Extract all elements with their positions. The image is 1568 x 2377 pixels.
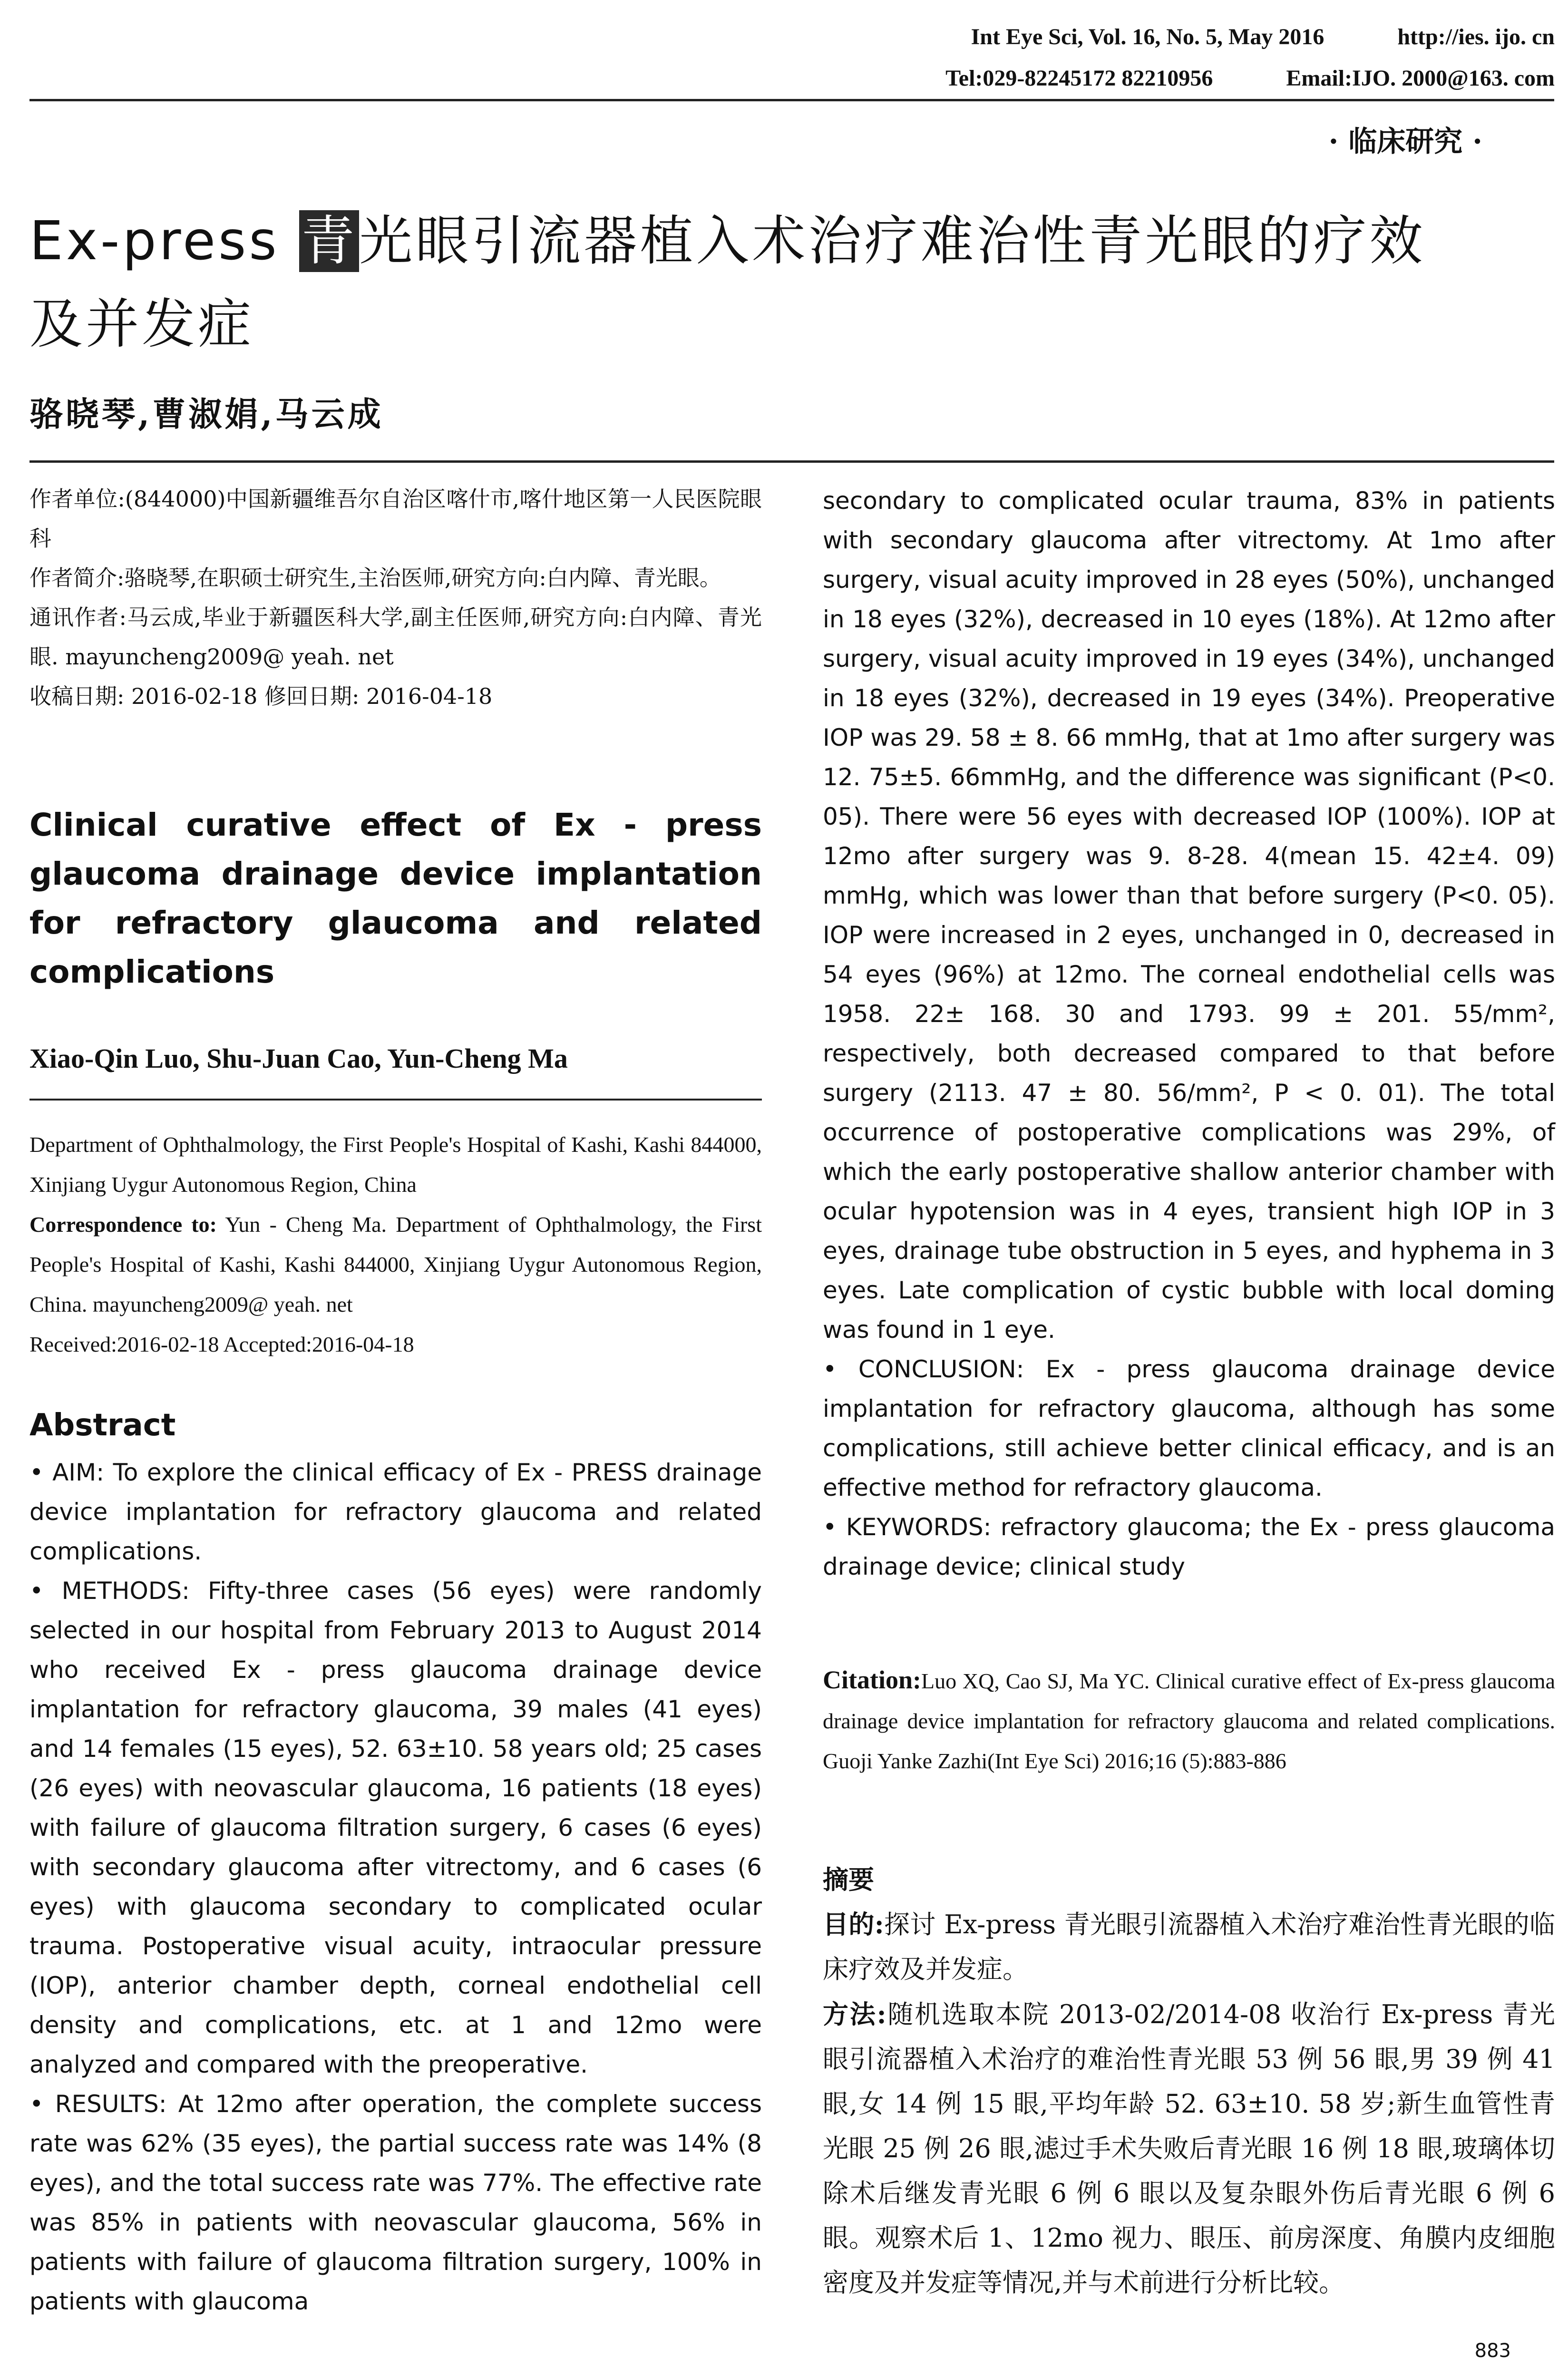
chinese-aim <box>823 1902 1555 1992</box>
affiliation-block <box>29 1125 762 1364</box>
section-label: · 临床研究 · <box>1328 125 1482 158</box>
chinese-abstract-heading: 摘要 <box>823 1864 874 1895</box>
journal-info: Int Eye Sci, Vol. 16, No. 5, May 2016 <box>971 24 1325 49</box>
journal-url[interactable]: http://ies. ijo. cn <box>1397 24 1555 49</box>
corresponding-author: 通讯作者:马云成,毕业于新疆医科大学,副主任医师,研究方向:白内障、青光眼. mayuncheng2009@ yeah. net <box>29 604 762 670</box>
chinese-methods <box>823 1992 1555 2305</box>
abstract-aim: • AIM: To explore the clinical efficacy of Ex - PRESS drainage device implantation for refractory glaucoma and related complications. <box>29 1459 762 1565</box>
abstract-results-part1: • RESULTS: At 12mo after operation, the complete success rate was 62% (35 eyes), the partial success rate was 14% (8 eyes), and the total success rate was 77%. The effective rate was 85% in patients with neovascular glaucoma, 56% in patients with failure of glaucoma filtration surgery, 100% in patients with glaucoma <box>29 2090 762 2315</box>
affil-rule <box>29 1099 762 1101</box>
abstract-results-part2: secondary to complicated ocular trauma, 83% in patients with secondary glaucoma after vitrectomy. At 1mo after surgery, visual acuity improved in 28 eyes (50%), unchanged in 18 eyes (32%), decreased in 10 eyes (18%). At 12mo after surgery, visual acuity improved in 19 eyes (34%), unchanged in 18 eyes (32%), decreased in 19 eyes (34%). Preoperative IOP was 29. 58 ± 8. 66 mmHg, that at 1mo after surgery was 12. 75±5. 66mmHg, and the difference was significant (P<0. 05). There were 56 eyes with decreased IOP (100%). IOP at 12mo after surgery was 9. 8-28. 4(mean 15. 42±4. 09) mmHg, which was lower than that before surgery (P<0. 05). IOP were increased in 2 eyes, unchanged in 0, decreased in 54 eyes (96%) at 12mo. The corneal endothelial cells was 1958. 22± 168. 30 and 1793. 99 ± 201. 55/mm², respectively, both decreased compared to that before surgery (2113. 47 ± 80. 56/mm², P < 0. 01). The total occurrence of postoperative complications was 29%, of which the early postoperative shallow anterior chamber with ocular hypotension was in 4 eyes, transient high IOP in 3 eyes, drainage tube obstruction in 5 eyes, and hyphema in 3 eyes. Late complication of cystic bubble with local doming was found in 1 eye. <box>823 487 1555 1344</box>
abstract-right-body <box>823 481 1555 1587</box>
correspondence-label: Correspondence to: <box>29 1212 217 1237</box>
title-highlighted-char: 青 <box>299 210 359 272</box>
citation-block <box>823 1660 1555 1781</box>
english-title: Clinical curative effect of Ex - press glaucoma drainage device implantation for refractory glaucoma and related complications <box>29 807 762 990</box>
abstract-heading: Abstract <box>29 1408 176 1443</box>
abstract-left-body <box>29 1453 762 2321</box>
title-line2: 及并发症 <box>29 293 254 355</box>
author-intro: 作者简介:骆晓琴,在职硕士研究生,主治医师,研究方向:白内障、青光眼。 <box>29 565 721 591</box>
authors-chinese: 骆晓琴,曹淑娟,马云成 <box>29 394 384 434</box>
authors-rule <box>29 460 1554 463</box>
page-number: 883 <box>1474 2340 1511 2362</box>
correspondence <box>29 1205 762 1325</box>
chinese-abstract <box>823 1857 1555 2305</box>
abstract-keywords: • KEYWORDS: refractory glaucoma; the Ex - press glaucoma drainage device; clinical study <box>823 1513 1555 1580</box>
department: Department of Ophthalmology, the First People's Hospital of Kashi, Kashi 844000, Xinjiang Uygur Autonomous Region, China <box>29 1132 762 1197</box>
chinese-methods-text: 随机选取本院 2013-02/2014-08 收治行 Ex-press 青光眼引流器植入术治疗的难治性青光眼 53 例 56 眼,男 39 例 41 眼,女 14 例 15 眼,平均年龄 52. 63±10. 58 岁;新生血管性青光眼 25 例 26 眼,滤过手术失败后青光眼 16 例 18 眼,玻璃体切除术后继发青光眼 6 例 6 眼以及复杂眼外伤后青光眼 6 例 6 眼。观察术后 1、12mo 视力、眼压、前房深度、角膜内皮细胞密度及并发症等情况,并与术前进行分析比较。 <box>823 1999 1555 2298</box>
journal-header-line1 <box>971 23 1555 51</box>
journal-email[interactable]: Email:IJO. 2000@163. com <box>1286 66 1555 91</box>
author-unit: 作者单位:(844000)中国新疆维吾尔自治区喀什市,喀什地区第一人民医院眼科 <box>29 486 762 551</box>
received-dates-cn: 收稿日期: 2016-02-18 修回日期: 2016-04-18 <box>29 683 493 709</box>
english-authors: Xiao-Qin Luo, Shu-Juan Cao, Yun-Cheng Ma <box>29 1043 568 1074</box>
chinese-aim-label: 目的: <box>823 1909 884 1939</box>
citation-text: Luo XQ, Cao SJ, Ma YC. Clinical curative effect of Ex-press glaucoma drainage device implantation for refractory glaucoma and related complications. Guoji Yanke Zazhi(Int Eye Sci) 2016;16 (5):883-886 <box>823 1669 1555 1773</box>
received-accepted: Received:2016-02-18 Accepted:2016-04-18 <box>29 1332 414 1356</box>
header-rule <box>29 99 1554 101</box>
abstract-methods: • METHODS: Fifty-three cases (56 eyes) were randomly selected in our hospital from February 2013 to August 2014 who received Ex - press glaucoma drainage device implantation for refractory glaucoma, 39 males (41 eyes) and 14 females (15 eyes), 52. 63±10. 58 years old; 25 cases (26 eyes) with neovascular glaucoma, 16 patients (18 eyes) with failure of glaucoma filtration surgery, 6 cases (6 eyes) with secondary glaucoma after vitrectomy, and 6 cases (6 eyes) with glaucoma secondary to complicated ocular trauma. Postoperative visual acuity, intraocular pressure (IOP), anterior chamber depth, corneal endothelial cell density and complications, etc. at 1 and 12mo were analyzed and compared with the preoperative. <box>29 1577 762 2078</box>
title-line1-rest: 光眼引流器植入术治疗难治性青光眼的疗效 <box>359 210 1426 272</box>
correspondence-text: Yun - Cheng Ma. Department of Ophthalmology, the First People's Hospital of Kashi, Kashi 844000, Xinjiang Uygur Autonomous Region, China. mayuncheng2009@ yeah. net <box>29 1212 762 1316</box>
abstract-conclusion: • CONCLUSION: Ex - press glaucoma drainage device implantation for refractory glaucoma, although has some complications, still achieve better clinical efficacy, and is an effective method for refractory glaucoma. <box>823 1355 1555 1501</box>
journal-tel: Tel:029-82245172 82210956 <box>945 66 1213 91</box>
article-title <box>29 200 1561 366</box>
title-prefix: Ex-press <box>29 210 300 272</box>
citation-label: Citation: <box>823 1666 921 1694</box>
chinese-aim-text: 探讨 Ex-press 青光眼引流器植入术治疗难治性青光眼的临床疗效及并发症。 <box>823 1909 1555 1984</box>
chinese-methods-label: 方法: <box>823 1999 886 2029</box>
journal-header-line2 <box>945 64 1555 93</box>
author-info-chinese <box>29 479 762 716</box>
